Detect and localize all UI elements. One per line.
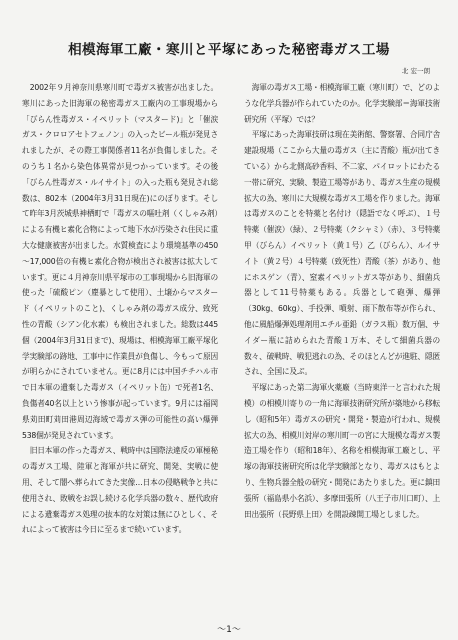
page-number: ～1～ [217,625,241,635]
paragraph: 平塚にあった海軍技研は現在美術館、警察署、合同庁舎建設現場（ここから大量の毒ガス（主に青酸）瓶が出てきている）から北側高砂香料、不二家、パイロットにわたる一帯に研究、実験、製造工場等があり、毒ガス生産の規模拡大の為、寒川に大規模な毒ガス工場を作りました。海軍は毒ガスのことを特薬と名付け（隠語でなく呼ぶ）、１号特薬（催涙）（緑）、２号特薬（クシャミ）（赤）、３号特薬甲（びらん）イペリット（黄１号）乙（びらん）、ルイサイト（黄２号）４号特薬（致死性）青酸（茶）があり、他にホスゲン（青）、窒素イペリットガス等があり、細菌兵器として11号特薬もある。兵器として砲弾、爆弾（30kg、60kg）、手投弾、噴射、雨下散布等が作られ、他に風船爆弾処理剤用エチル亜鉛（ガラス瓶）数万個、サイダー瓶に詰められた青酸１万本、そして細菌兵器の数々、破戦時、戦犯逃れの為、そのほとんどが進駐、隠匿され、全国に及ぶ。 [244,130,440,377]
paragraph: 海軍の毒ガス工場・相模海軍工廠（寒川町）で、どのような化学兵器が作られていたのか。化学実験部＝海軍技術研究所（平塚）では？ [244,83,440,124]
paragraph: 旧日本軍の作った毒ガス、戦時中は国際法違反の軍極秘の毒ガス工場、陸軍と海軍が共に研究、開発、実戦に使用、そして闇へ葬られてきた実像…日本の侵略戦争と共に使用され、敗戦をお誤し続ける化学兵器の数々、歴代政府による遺棄毒ガス処理の抜本的な対策は無にひとしく、それによって被害は今日に至るまで続いています。 [22,446,218,535]
left-column [22,80,218,538]
paragraph: 平塚にあった第二海軍火薬廠（当時東洋一と言われた規模）の相模川寄りの一角に海軍技術研究所が築地から移転し（昭和5年）毒ガスの研究・開発・製造が行われ、規模拡大の為、相模川対岸の寒川町一の宮に大規模な毒ガス製造工場を作り（昭和18年）、名称を相模海軍工廠とし、平塚の海軍技術研究所は化学実験部となり、毒ガスはもとより、生物兵器全般の研究・開発にあたりました。更に鎮田張所（福島県小名浜）、多摩田張所（八王子市川口町）、上田出張所（長野県上田）を開設疎開工場としました。 [244,383,440,519]
author-name: 北 宏一朗 [401,67,430,75]
right-column [244,80,440,522]
paragraph: 2002年９月神奈川県寒川町で毒ガス被害が出ました。寒川にあった旧海軍の秘密毒ガス工廠内の工事現場から「びらん性毒ガス・イペリット（マスタード)」と「催涙ガス・クロロアセトフェノン」の入ったビール瓶が発見されましたが、その際工事関係者11名が負傷しました。そのうち１名から染色体異常が見つかっています。その後「びらん性毒ガス・ルイサイト」の入った瓶も発見され総数は、802本（2004年3月31日現在)にのぼります。そして昨年3月茨城県神栖町で「毒ガスの嘔吐剤（くしゃみ剤）による有機ヒ素化合物によって地下水が汚染され住民に重大な健康被害が出ました。水質検査により環境基準の450～17,000倍の有機ヒ素化合物が検出され被害は拡大しています。更に４月神奈川県平塚市の工事現場から旧海軍の使った「硫酸ピン（塵暴として使用）、土壌からマスタード（イペリットのこと)、くしゃみ剤の毒ガス成分、致死性の青酸（シアン化水素）も検出されました。総数は445個（2004年3月31日まで)、現場は、相模海軍工廠平塚化学実験部の跡地、工事中に作業員が負傷し、今もって原因が明らかにされていません。更に8月には中国チチハル市で日本軍の遺棄した毒ガス（イペリット缶）で死者1名、負傷者40名以上という惨事が起っています。9月には福岡県苅田町苅田港周辺海域で毒ガス弾の可能性の高い爆弾538個が発見されています。 [22,83,218,440]
article-title: 相模海軍工廠・寒川と平塚にあった秘密毒ガス工場 [68,42,390,58]
